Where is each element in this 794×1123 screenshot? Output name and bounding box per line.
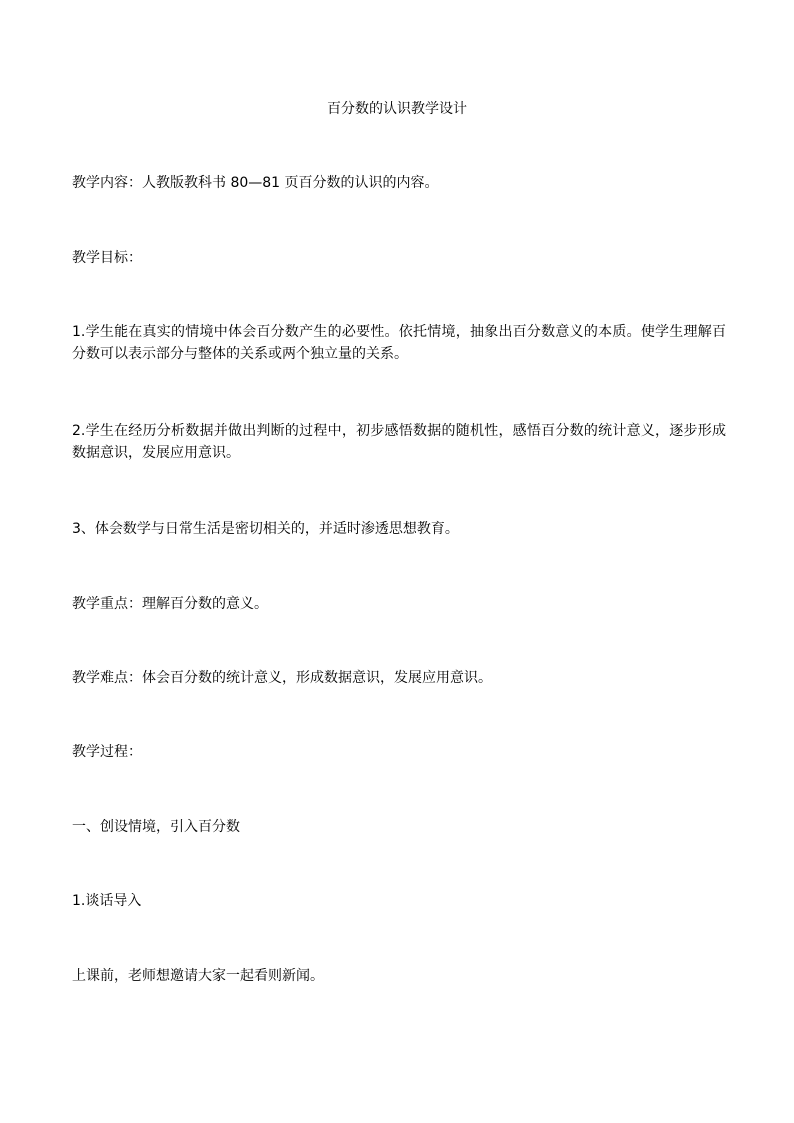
document-title: 百分数的认识教学设计 [327,101,467,117]
teaching-goal-1: 1.学生能在真实的情境中体会百分数产生的必要性。依托情境，抽象出百分数意义的本质。使学生理解百分数可以表示部分与整体的关系或两个独立量的关系。 [72,324,726,362]
section-heading-1: 一、创设情境，引入百分数 [72,819,240,835]
step-1-text: 上课前，老师想邀请大家一起看则新闻。 [72,968,324,984]
teaching-key-point: 教学重点：理解百分数的意义。 [72,596,268,612]
teaching-goal-2: 2.学生在经历分析数据并做出判断的过程中，初步感悟数据的随机性，感悟百分数的统计意义，逐步形成数据意识，发展应用意识。 [72,423,726,461]
teaching-goals-heading: 教学目标： [72,250,142,266]
step-heading-1: 1.谈话导入 [72,893,142,909]
teaching-content: 教学内容：人教版教科书 80—81 页百分数的认识的内容。 [72,175,439,191]
teaching-difficulty: 教学难点：体会百分数的统计意义，形成数据意识，发展应用意识。 [72,670,492,686]
teaching-goal-3: 3、体会数学与日常生活是密切相关的，并适时渗透思想教育。 [72,521,459,537]
teaching-process-heading: 教学过程： [72,744,142,760]
